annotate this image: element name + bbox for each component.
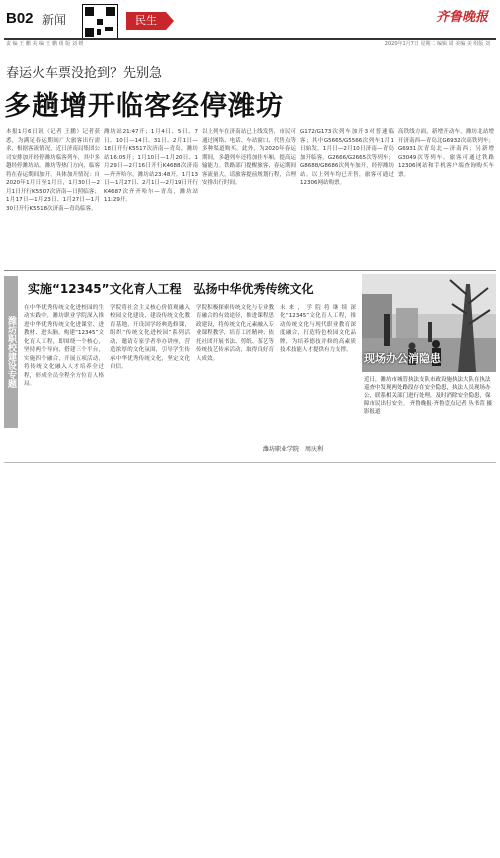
article2-text: 在中华优秀传统文化进校园的生动实践中，潍坊职业学院深入推进中华优秀传统文化进课堂、进教材、进头脑，构建“12345”文化育人工程，即围绕一个核心，坚持两个导向，搭建三个平台，实施四个融合，开展五项活动，将传统文化融入人才培养全过程，形成全员全程全方位育人格局。 xyxy=(24,304,104,387)
article2-text: 学院将社会主义核心价值观融入校园文化建设，建设传统文化教育基地，开设国学经典选修课，组织“传统文化进校园”系列活动，邀请专家学者举办讲座，营造浓厚的文化氛围，引导学生传承中华优秀传统文化，坚定文化自信。 xyxy=(110,304,190,370)
article2-column-3 xyxy=(196,298,274,444)
article-column-5 xyxy=(398,128,494,266)
article-headline: 多趟增开临客经停潍坊 xyxy=(4,91,284,122)
article2-column-1 xyxy=(24,298,104,444)
article-column-2 xyxy=(104,128,198,266)
article2-byline: 潍坊职业学院 周庆利 xyxy=(263,446,324,453)
editor-credits: 责 编 王 鹏 美 编 王 鹏 组 版 刘 媛 xyxy=(6,41,84,47)
section-tag: 民生 xyxy=(126,12,166,30)
article-subhead: 春运火车票没抢到？先别急 xyxy=(6,66,163,81)
article2-column-2 xyxy=(110,298,190,444)
article2-headline: 实施“12345”文化育人工程 弘扬中华优秀传统文化 xyxy=(28,282,314,296)
article-text: 以上列车在济南站已上线发售，市民可通过网络、电话、车站窗口、代售点等多种渠道购买。此外，为2020年春运期间，多趟列车还将加挂车厢，提高运输能力。铁路部门提醒旅客，春运期间客流量大，请旅客提前规划行程，合理安排出行时间。 xyxy=(202,129,296,186)
article-text: 高铁线方面，新增开动车，潍坊北站增开济南西—青岛北G6932次高铁列车；G6931次青岛北—济南西；另新增G3049次等列车。旅客可通过铁路12306网站和手机客户端查询购买车票。 xyxy=(398,129,494,178)
article2-column-4 xyxy=(280,298,356,438)
side-column-label: 潍坊职校建设专题 xyxy=(4,276,18,428)
article-column-4 xyxy=(300,128,394,266)
article-text: 本报1月6日讯（记者 王鹏）记者获悉，为满足春运期间广大旅客出行需求，根据客流情况，近日济南局集团公司安排加开经停潍坊临客列车，其中多趟经停潍坊站。潍坊等热门方向，临客将在春运期间加开。具体加开情况：自2020年1月日至1月日，1月30日—2月1日开行K5507次济南—日照临客；1月17日—1月23日、1月27日—1月30日开行K5518次济南—青岛临客。 xyxy=(6,129,100,212)
section-name: 新闻 xyxy=(42,13,67,27)
page-header xyxy=(0,0,500,50)
page-number: B02 xyxy=(6,10,34,27)
qr-code-icon xyxy=(82,4,118,40)
article-column-3 xyxy=(202,128,296,266)
article-text: 潍坊站21:47开；1月4日、5日、7日、10日—14日、31日、2月1日—18日开行K5517次济南—青岛，潍坊站16:05开；1月10日—1月20日、1月29日—2月16日开行K4688次济南—齐齐哈尔，潍坊站23:48开。1月13日—1月27日、2月1日—2月19日开行K4687次齐齐哈尔—青岛，潍坊站11:29开。 xyxy=(104,129,198,203)
bottom-divider xyxy=(4,462,496,463)
photo-title: 现场办公消隐患 xyxy=(364,352,441,365)
article2-text: 未来，学院将继续深化“12345”文化育人工程，推动传统文化与现代职业教育深度融合，打造特色校园文化品牌，为培养德技并修的高素质技术技能人才提供有力支撑。 xyxy=(280,304,356,353)
photo-caption: 近日，潍坊市城管执法支队市政设施执法大队在执法巡查中发现两处路段存在安全隐患，执法人员现场办公，联系相关部门进行处理，及时消除安全隐患，保障市民出行安全。 齐鲁晚报·齐鲁壹点记者 丛书萱 摄影报道 xyxy=(364,377,492,415)
article-text: G172/G173次列车加开3对普速临客；其中G5665/G5566次列车1月1日始发，1月日—2月10日济南—青岛加开临客，G2666/G2665次等列车；G8688/G8686次列车加开，经停潍坊站。以上列车均已开售，旅客可通过12306网站购票。 xyxy=(300,129,394,186)
article2-text: 学院积极探索传统文化与专业教育融合的有效途径，推进课程思政建设，将传统文化元素融入专业课程教学，培育工匠精神；依托社团开展书法、剪纸、茶艺等传统技艺传承活动，取得良好育人成效。 xyxy=(196,304,274,362)
paper-logo: 齐鲁晚报 xyxy=(435,10,488,25)
section-divider xyxy=(4,270,496,271)
article-column-1 xyxy=(6,128,100,266)
date-credits: 2020年1月7日 星期二 编辑 周 美编 美 组版 刘 xyxy=(384,41,490,47)
